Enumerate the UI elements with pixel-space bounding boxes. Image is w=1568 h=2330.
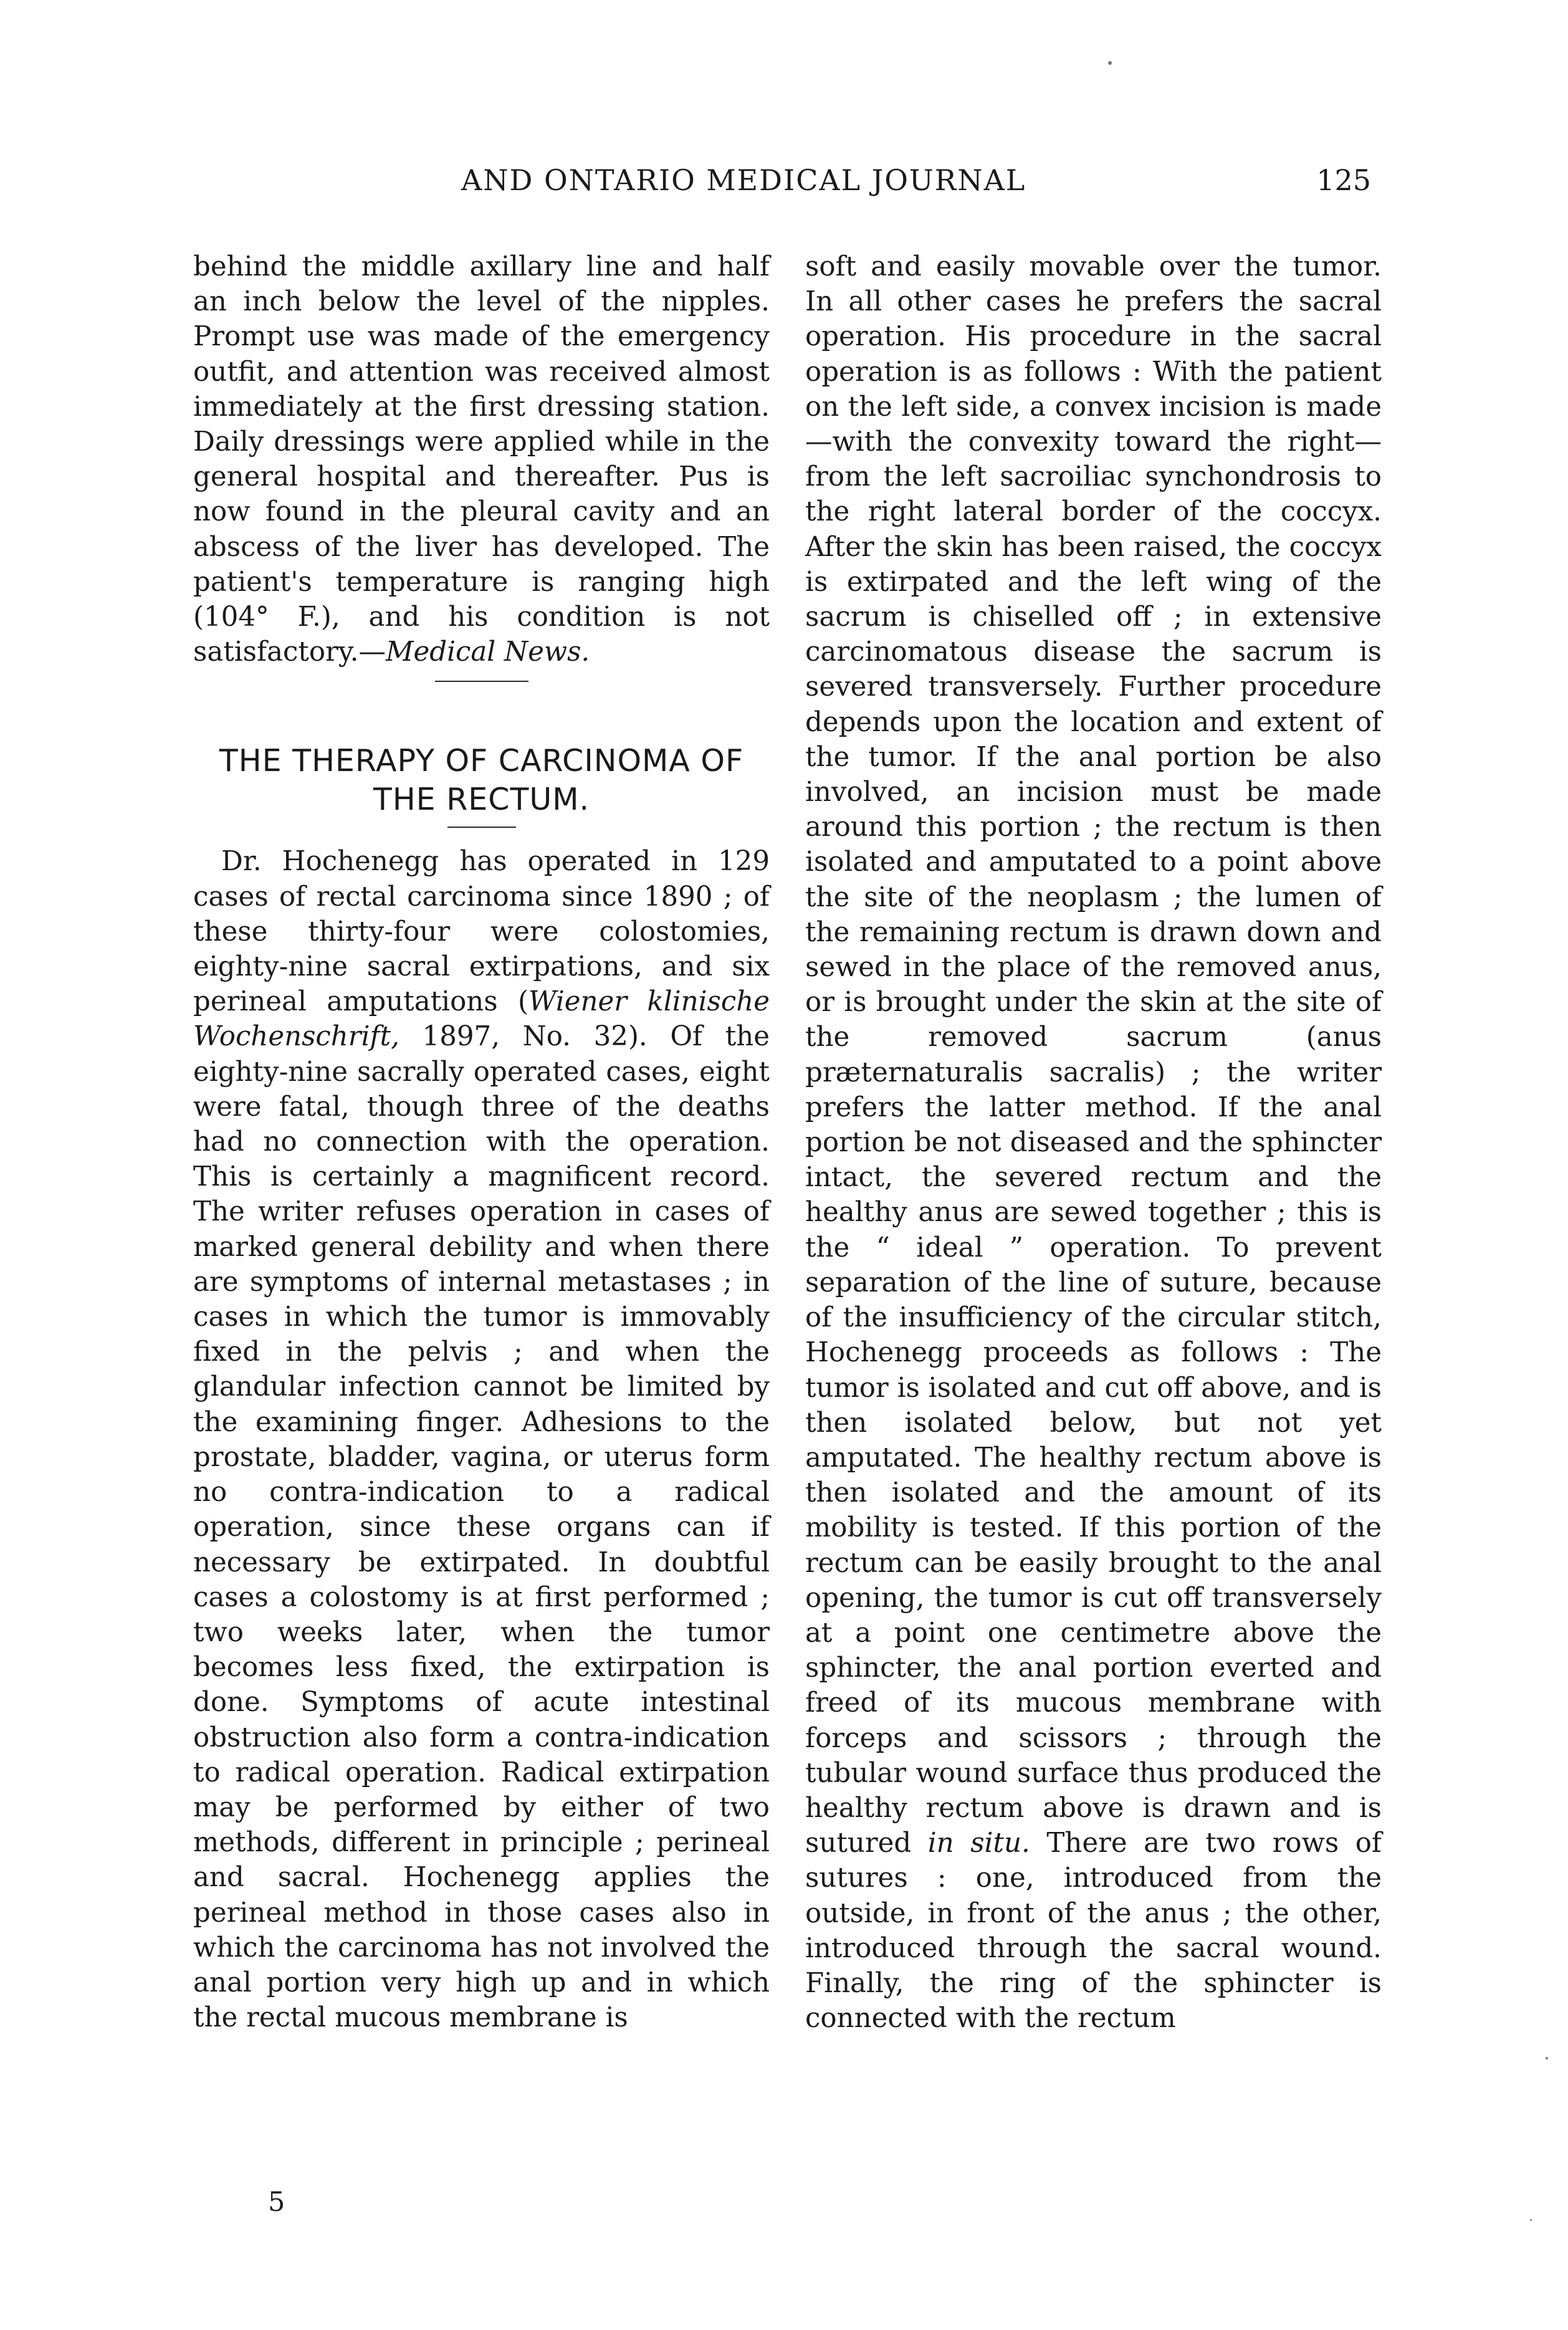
paragraph-continuation [193, 249, 770, 669]
paragraph-text-start: Dr. Hochenegg has operated in 129 cases of rectal carcinoma since 1890 ; of these thirty-four were colostomies, eighty-nine sacral extirpations, and six perineal amputations ( [193, 846, 770, 1018]
paragraph-text: behind the middle axillary line and half an inch below the level of the nipples. Prompt use was made of the emergency outfit, and attention was received almost immediately at the first dressing station. Daily dressings were applied while in the general hospital and thereafter. Pus is now found in the pleural cavity and an abscess of the liver has developed. The patient's temperature is ranging high (104° F.), and his condition is not satisfactory.— [193, 251, 770, 668]
running-title: AND ONTARIO MEDICAL JOURNAL [461, 163, 1026, 197]
paragraph-text-end: There are two rows of sutures : one, introduced from the outside, in front of the anus ; the other, introduced through the sacral wound. Finally, the ring of the sphincter is connected with the rectum [805, 1828, 1382, 2035]
title-rule [447, 827, 516, 828]
scan-speck [1108, 61, 1112, 65]
article-title: THE THERAPY OF CARCINOMA OF THE RECTUM. [219, 743, 744, 818]
running-header [461, 163, 1371, 207]
journal-citation: Wiener klinische Wochenschrift, [193, 986, 770, 1053]
scan-speck [1546, 2057, 1548, 2059]
paragraph-text-rest: 1897, No. 32). Of the eighty-nine sacrally operated cases, eight were fatal, though three of the deaths had no connection with the operation. This is certainly a magnificent record. The writer refuses operation in cases of marked general debility and when there are symptoms of internal metastases ; in cases in which the tumor is immovably fixed in the pelvis ; and when the glandular infection cannot be limited by the examining finger. Adhesions to the prostate, bladder, vagina, or uterus form no contra-indication to a radical operation, since these organs can if necessary be extirpated. In doubtful cases a colostomy is at first performed ; two weeks later, when the tumor becomes less fixed, the extirpation is done. Symptoms of acute intestinal obstruction also form a contra-indication to radical operation. Radical extirpation may be performed by either of two methods, different in principle ; perineal and sacral. Hochenegg applies the perineal method in those cases also in which the carcinoma has not involved the anal portion very high up and in which the rectal mucous membrane is [193, 1021, 770, 2034]
signature-mark: 5 [268, 2187, 285, 2218]
article-paragraph-continued [805, 249, 1382, 2036]
scan-speck [1530, 2219, 1532, 2221]
article-paragraph [193, 844, 770, 2035]
right-column [805, 249, 1382, 2036]
page-number: 125 [1316, 163, 1371, 197]
italic-phrase: in situ. [927, 1828, 1030, 1859]
paragraph-text-start: soft and easily movable over the tumor. In all other cases he prefers the sacral operation. His procedure in the sacral operation is as follows : With the patient on the left side, a convex incision is made—with the convexity toward the right—from the left sacroiliac synchondrosis to the right lateral border of the coccyx. After the skin has been raised, the coccyx is extirpated and the left wing of the sacrum is chiselled off ; in extensive carcinomatous disease the sacrum is severed transversely. Further procedure depends upon the location and extent of the tumor. If the anal portion be also involved, an incision must be made around this portion ; the rectum is then isolated and amputated to a point above the site of the neoplasm ; the lumen of the remaining rectum is drawn down and sewed in the place of the removed anus, or is brought under the skin at the site of the removed sacrum (anus præternaturalis sacralis) ; the writer prefers the latter method. If the anal portion be not diseased and the sphincter intact, the severed rectum and the healthy anus are sewed together ; this is the “ ideal ” operation. To prevent separation of the line of suture, because of the insufficiency of the circular stitch, Hochenegg proceeds as follows : The tumor is isolated and cut off above, and is then isolated below, but not yet amputated. The healthy rectum above is then isolated and the amount of its mobility is tested. If this portion of the rectum can be easily brought to the anal opening, the tumor is cut off transversely at a point one centimetre above the sphincter, the anal portion everted and freed of its mucous membrane with forceps and scissors ; through the tubular wound surface thus produced the healthy rectum above is drawn and is sutured [805, 251, 1382, 1859]
left-column [193, 249, 770, 2035]
divider-rule [435, 681, 528, 682]
source-citation: Medical News. [385, 636, 590, 668]
